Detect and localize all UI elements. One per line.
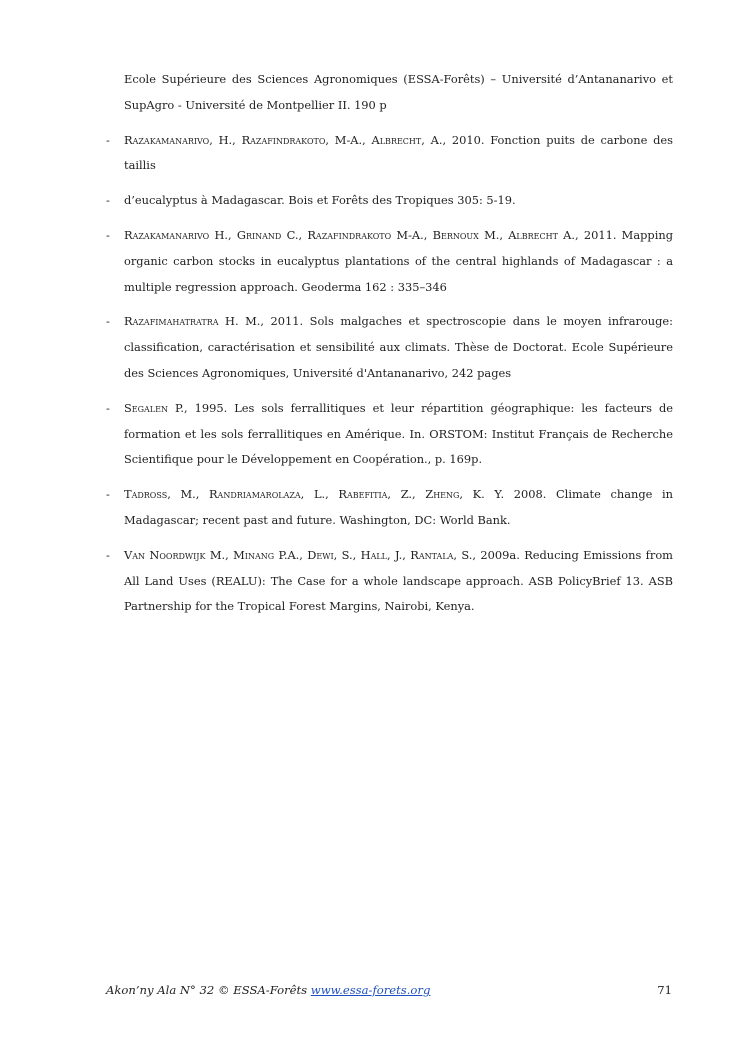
reference-text: , 1995. Les sols ferrallitiques et leur répartition géographique: les facteurs de formation et les sols ferrallitiques en Amérique. In. ORSTOM: Institut Français de Recherche Scientifique pour le Développement en Coopération., p. 169p. [124,400,673,467]
reference-text: d’eucalyptus à Madagascar. Bois et Forêts des Tropiques 305: 5-19. [124,193,516,208]
reference-text: , 2011. Sols malgaches et spectroscopie dans le moyen infrarouge: classification, caractérisation et sensibilité aux climats. Thèse de Doctorat. Ecole Supérieure des Sciences Agronomiques, Université d'Antananarivo, 242 pages [124,314,673,380]
reference-continuation-text: Ecole Supérieure des Sciences Agronomiques (ESSA-Forêts) – Université d’Antananarivo et SupAgro - Université de Montpellier II. 190 p [124,72,673,112]
footer-journal: Akon’ny Ala N° 32 © ESSA-Forêts [106,983,311,997]
reference-text: , 2010. Fonction puits de carbone des taillis [124,132,673,173]
reference-item [106,223,673,300]
bullet-dash: - [106,193,110,208]
bullet-dash: - [106,227,110,242]
reference-authors: Tadross, M., Randriamarolaza, L., Rabefitia, Z., Zheng, K. Y. [124,487,505,502]
reference-authors: Razafimahatratra H. M. [124,314,261,329]
bullet-dash: - [106,132,110,147]
page-number: 71 [657,983,672,997]
bullet-dash: - [106,314,110,329]
footer-website-link[interactable]: www.essa-forets.org [310,983,431,997]
reference-item [106,543,673,620]
reference-item [106,482,673,534]
reference-authors: Van Noordwijk M., Minang P.A., Dewi, S., Hall, J., Rantala, S. [124,547,473,562]
reference-authors: Razakamanarivo, H., Razafindrakoto, M-A., Albrecht, A. [124,132,443,147]
bullet-dash: - [106,487,110,502]
reference-text: , 2011. Mapping organic carbon stocks in eucalyptus plantations of the central highlands of Madagascar : a multiple regression approach. Geoderma 162 : 335–346 [124,227,673,294]
reference-list [106,67,673,629]
bullet-dash: - [106,547,110,562]
reference-item [106,188,673,214]
reference-item [106,128,673,180]
reference-item [106,309,673,386]
page-footer [106,983,673,997]
reference-text: 2008. Climate change in Madagascar; recent past and future. Washington, DC: World Bank. [124,487,673,527]
reference-continuation [106,67,673,119]
reference-text: , 2009a. Reducing Emissions from All Land Uses (REALU): The Case for a whole landscape approach. ASB PolicyBrief 13. ASB Partnership for the Tropical Forest Margins, Nairobi, Kenya. [124,547,673,614]
reference-authors: Razakamanarivo H., Grinand C., Razafindrakoto M-A., Bernoux M., Albrecht A. [124,227,575,242]
reference-item [106,396,673,473]
bullet-dash: - [106,400,110,415]
reference-authors: Segalen P. [124,400,184,415]
